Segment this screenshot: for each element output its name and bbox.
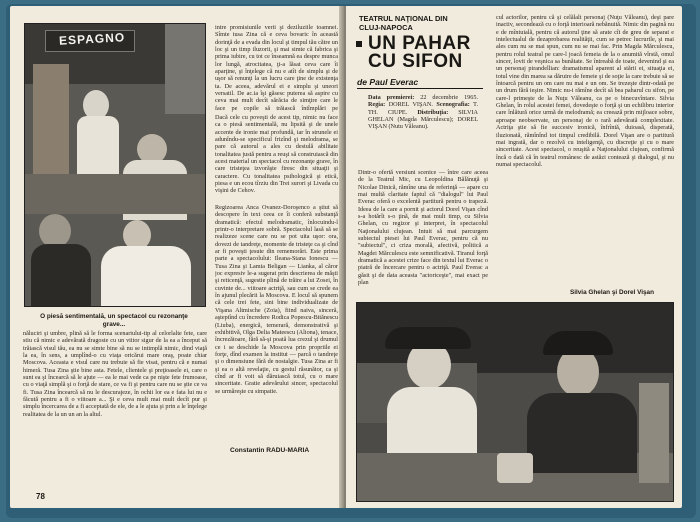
author-underline	[357, 88, 483, 89]
cast-value: SILVIA GHELAN (Magda Mărculescu); DOREL VIŞAN (Nutu Văleanu).	[368, 108, 479, 131]
title-bullet	[356, 41, 362, 47]
left-col-right-part-2: Dacă cele cu poveşti de acest tip, nimic nu face ca o piesă sentimentală, nu lipsită şi de unele accente de ironie mai profundă, iar în strunele ei adunîndu-se specificul frizînd şi melodrama, se pare că autorul a ales cu destulă abilitate tonalitatea justă pentru a reuşi să construiască din acest material un spectacol cu rezonanţe grave, în care tristeţea izvorăşte firesc din situaţii şi caractere. Cu tonalitatea psihologică şi etică, piesa e un ecou tîrziu din Trei surori şi Livada cu vişini de Cehov.	[215, 114, 338, 195]
scenography-value: T. TH. CIUPE.	[368, 101, 479, 116]
scenography-label: Scenografia:	[436, 101, 470, 109]
direction-value: DOREL VIŞAN.	[388, 101, 433, 109]
right-page	[346, 6, 682, 508]
cast-label: Distribuţia:	[417, 108, 449, 116]
right-col-left: Dintr-o ofertă versiuni scenice — între care aceea de la Teatrul Mic, cu Leopoldina Bălănuţă şi Nicolae Dinică, rămîne una de referinţă — apare cu mai multă claritate faptul că "dialogul" lui Paul Everac oferă o excelentă partitură pentru o trapeză. Ideea de la care a pornit şi actorul Dorel Vişan cînd s-a hotărît s-o ţină, de mai mult timp, cu Silvia Ghelan, cu regizor şi interpret, în spectacolul Naţionalului clujean. Intuit să mai parcurgem subiectul piesei lui Paul Everac, pentru că nu "subiectul", ci criza morală, afectivă, politică a Magdei Mărculescu este semnificativă. Tiranul forţă dramatică a acestei crize face din textul lui Everac o piatră de încercare pentru o actriţă. Paul Everac a găsit şi de data aceasta "actoriceşte", mai exact pe plan	[358, 169, 488, 287]
premiere-label: Data premierei:	[368, 94, 415, 101]
play-title	[356, 35, 471, 71]
production-credits	[368, 94, 478, 131]
right-col-right: cul actorilor, pentru că şi celălalt personaj (Nuţu Văleanu), deşi pare inactiv, secondează cu o forţă interioară nebănuită. Nimic din pagină nu e de mîntuială, pentru că autorul ţine să arate cît de greu de separat e intelectualul de dezaprobarea realităţii, cum se petrec lucrurile, şi mai ales cum nu se mai spun, cum nu se mai fac. Prin Magda Mărculescu, pentru rolul teatral pe care-l joacă femeia de la o anumită vîrstă, omul sincer, lovit de veşnica sa bunătate. Se întreabă de toate, devenind şi ea un personaj pirandellian: dramatismul aparent al stării ei, situaţia ei, totul vine din marea sa dăruire de femeie şi de soţie la care trebuie să se întoarcă pentru un om care nu mai e un om. Se trezeşte dintr-odată pe un drum fără ieşire. Nimic nu-i rămîne decît să bea paharul cu sifon, pe care-l primeşte de la Nuţu Văleanu, ca pe o binecuvîntare. Silvia Ghelan, în rolul acestei femei, dovedeşte o forţă şi un echilibru interior care înlătură orice urmă de melodramă; ea creează prin mijloace sobre, aproape neobservate, un personaj de o rară adevărată complexitate. Actriţa ştie să fie succesiv ironică, înfrîntă, duioasă, disperată, iluzionată, rămînînd tot timpul credibilă. Dorel Vişan are o partitură mai ingrată, dar o rezolvă cu inteligenţă, cu discreţie şi cu o mare sinceritate. Acest spectacol, o reuşită a Naţionalului clujean, confirmă încă o dată că în teatrul românesc de astăzi contează şi dialogul, şi nu numai spectacolul.	[496, 14, 674, 168]
theatre-name: TEATRUL NAŢIONAL DIN CLUJ-NAPOCA	[359, 14, 448, 32]
espagnola-sign: ESPAGNO	[58, 30, 126, 48]
play-author: de Paul Everac	[357, 77, 419, 87]
play-title-line-1: UN PAHAR	[368, 33, 471, 54]
left-page	[10, 6, 343, 508]
right-photo-caption: Silvia Ghelan şi Dorel Vişan	[569, 289, 654, 296]
play-title-line-2: CU SIFON	[368, 51, 463, 72]
left-col-right-part-1: intre promisiunile verii şi deziluziile toamnei. Sîmte tusa Zina că e ceva bovaric în această dorinţă de a evada din locul şi timpul tău către un loc şi un timp iluzorii, şi mai simte că fabrica şi prima iubire, cu tot ce înseamnă ea despre munca lor lungă, atrocitatea, ţi-a lăsat ceva care îi aparţine, şi înţelege că nu e atît de simplu şi de uşor să renunţi la un lucru care ţine de existenţa ta. De aceea, adevărul ei e simplu şi uneori versatil. De ac.ia îşi găsesc puterea să aspire cu ceva mai mult decît sărăcia de simţire care le face pe copile să trăiască întîmplări pe	[215, 24, 338, 112]
left-col-right-part-3: Regizoarea Anca Ovanez-Doroşenco a ştiut să descopere în text ceea ce îi conferă substanţă dramatică: efectul melodramatic, înlocuindu-l printr-o interpretare sobră. Spectacolul lasă să se realizeze scene care nu se pot uita uşor: ora, dovezi de tandreţe, momente de tristeţe ca şi cînd ar fi poveşti ţesute din rememorări. Este prima parte a spectacolului: Ileana-Stana Ionescu — Tusa Zina şi Lamia Beligan — Lianka, al căror joc expresiv le-a sugerat prin descrierea de măşti şi reticenţă, sugestie plină de trăire a lui Zosei, în cuvinte de... viitoare actriţă, sau cum se crede ea în ajunul plecării la Moscova. E locul să spunem că cele trei fete, sint bine individualizate de Vişana Altmische (Zoia), fiind naiva, sinceră, aşteptînd cu încredere Rodica Popescu-Bitănescu (Liuba), energică, temerară, demonstrativă şi exhibitivă, Olga Delia Mateescu (Aliona), tenace, încrezătoare, fără să-şi poată lua crezul şi drumul ce i se deschide la Moscova prin propriile ei forţe, dînd examen la institut — parcă o tandreţe şi o dimensiune fără de nostalgie. Tusa Zina ar fi şi ea o altă revelaţie, cu gestul răsunător, ca şi cînd ar fi voit să dăruiască totul, cu o mare sinceritate. Gratie adevărului sincer, spectacolul se urmăreşte cu simpatie.	[215, 204, 338, 395]
left-photo-caption: O piesă sentimentală, un spectacol cu rezonanţe grave...	[40, 313, 188, 328]
article-signature: Constantin RADU-MARIA	[230, 447, 310, 454]
stage-photo-espagnola	[24, 23, 206, 307]
premiere-value: 22 decembrie 1965.	[420, 94, 479, 101]
stage-photo-un-pahar	[356, 302, 674, 502]
direction-label: Regia:	[368, 101, 386, 109]
left-col-left-bottom: năluciri şi umbre, plină să le forma scenariului-tip al celorlalte fete, care stiu că nimic e adevărată dragoste cu un viitor sigur de la ea a început să trăiască visul tău, ea nu se simte bine să nu se intimplă nimic, dind viaţă la ea, în sens, a umplînd-o cu viaţa oricărui mare oraş, poate chiar Moscova. Aceasta e visul care nu trebuie să fie visat, pentru că e numai himeră. Tusa Zina ştie bine asta. Fetele, clientele şi preţioasele ei, care o sunt ea şi încearcă să le ajute — ea le mai vede ca pe nişte fete frumoase, cu o viaţă simplă şi o forţă de stare, ce va fi şi pentru care nu se ştie ce va fi. Tusa Zina încearcă să nu le descurajeze, în ochii lor ea e fata lui nu e făcută pentru a fi o viitoare a... Şi e ceva mult mai mult decît pur şi simplu încercarea de a fi acceptată de ele, de a le ajuta şi prin a le înţelege realitatea de la un un an la altul.	[23, 330, 207, 418]
page-number: 78	[36, 492, 45, 501]
